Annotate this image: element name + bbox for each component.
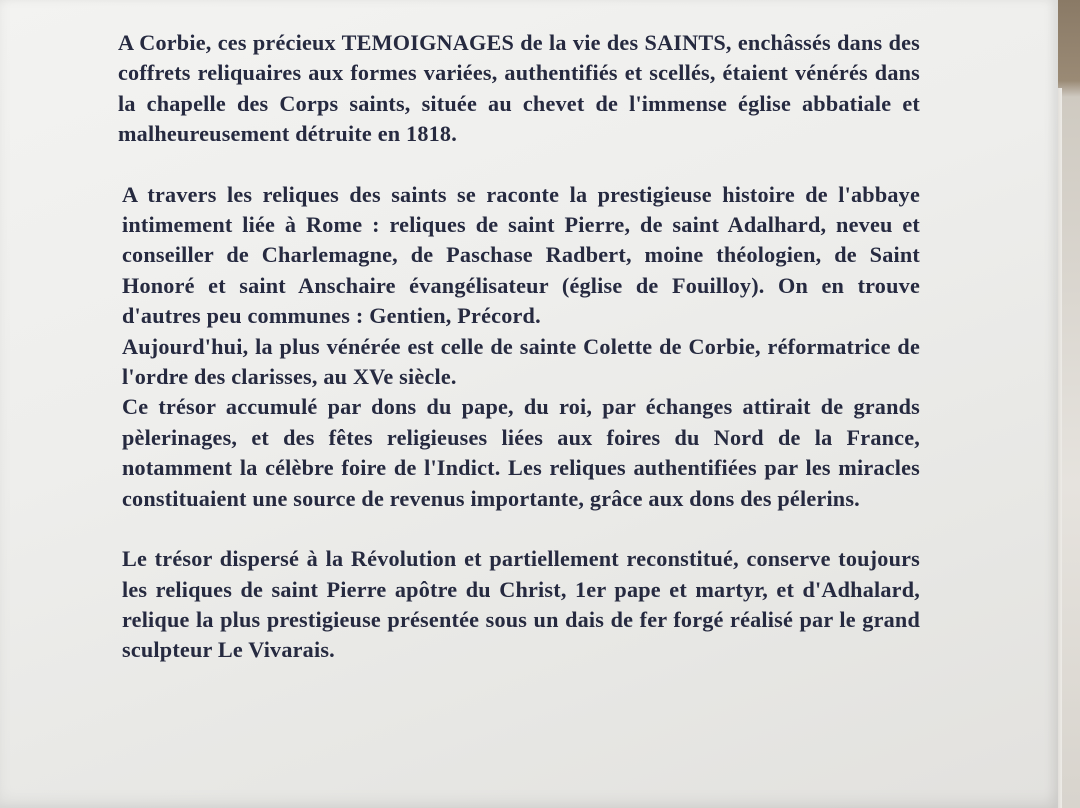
paragraph-relics-history: A travers les reliques des saints se raconte la prestigieuse histoire de l'abbaye intimement liée à Rome : reliques de saint Pierre, de saint Adalhard, neveu et conseiller de Charlemagne, de Paschase Radbert, moine théologien, de Saint Honoré et saint Anschaire évangélisateur (église de Fouilloy). On en trouve d'autres peu communes : Gentien, Précord.: [122, 181, 920, 329]
paragraph-sainte-colette: Aujourd'hui, la plus vénérée est celle de sainte Colette de Corbie, réformatrice de l'ordre des clarisses, au XVe siècle.: [122, 333, 920, 390]
paragraph-gap: [118, 514, 920, 544]
revolution-section: [122, 544, 920, 666]
paragraph-treasure-pilgrimages: Ce trésor accumulé par dons du pape, du roi, par échanges attirait de grands pèlerinages, et des fêtes religieuses liées aux foires du Nord de la France, notamment la célèbre foire de l'Indict. Les reliques authentifiées par les miracles constituaient une source de revenus importante, grâce aux dons des pélerins.: [122, 394, 920, 511]
paragraph-corbie-testimonies: A Corbie, ces précieux TEMOIGNAGES de la vie des SAINTS, enchâssés dans des coffrets reliquaires aux formes variées, authentifiés et scellés, étaient vénérés dans la chapelle des Corps saints, située au chevet de l'immense église abbatiale et malheureusement détruite en 1818.: [118, 30, 920, 147]
history-section: [122, 180, 920, 514]
sign-text: [118, 28, 920, 666]
paragraph-revolution-treasure: Le trésor dispersé à la Révolution et partiellement reconstitué, conserve toujours les reliques de saint Pierre apôtre du Christ, 1er pape et martyr, et d'Adhalard, relique la plus prestigieuse présentée sous un dais de fer forgé réalisé par le grand sculpteur Le Vivarais.: [122, 546, 920, 663]
paragraph-gap: [118, 150, 920, 180]
